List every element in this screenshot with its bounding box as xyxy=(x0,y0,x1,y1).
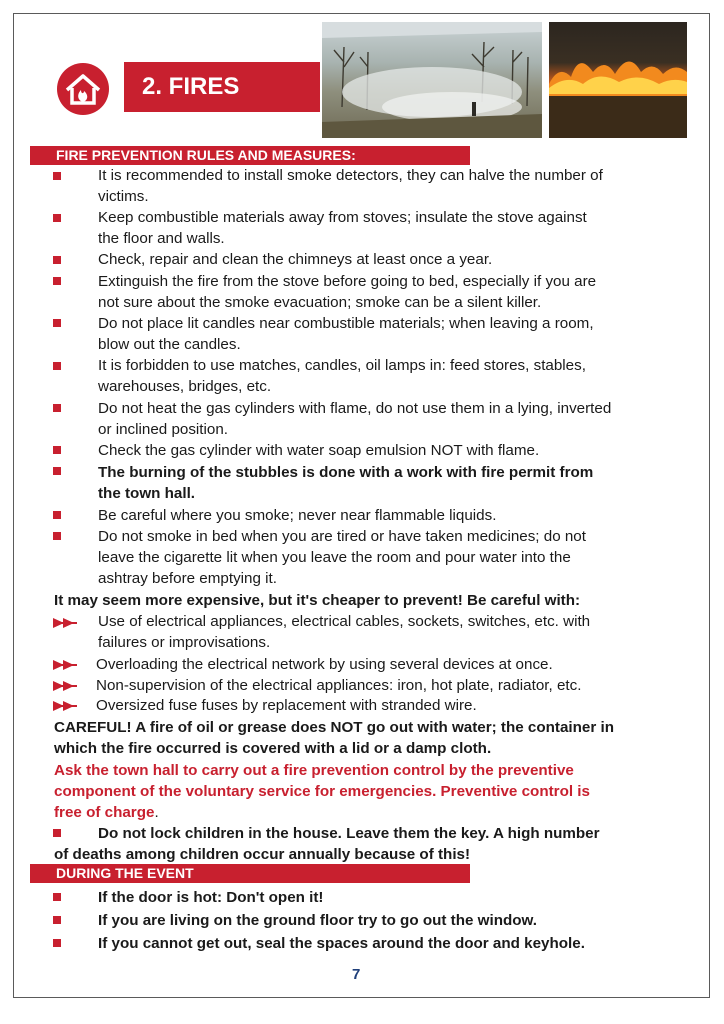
during-item: If the door is hot: Don't open it! xyxy=(98,889,324,906)
rule-line: leave the cigarette lit when you leave the room and pour water into the xyxy=(98,549,571,566)
square-bullet-icon xyxy=(53,916,61,924)
page-title: 2. FIRES xyxy=(124,62,320,112)
rule-line: Keep combustible materials away from stoves; insulate the stove against xyxy=(98,209,587,226)
children-line: Do not lock children in the house. Leave them the key. A high number xyxy=(98,825,600,842)
burning-field-photo xyxy=(549,22,687,138)
rule-line: Be careful where you smoke; never near flammable liquids. xyxy=(98,507,497,524)
careful-line: Non-supervision of the electrical appliances: iron, hot plate, radiator, etc. xyxy=(96,677,582,694)
prevention-heading: FIRE PREVENTION RULES AND MEASURES: xyxy=(30,146,470,165)
square-bullet-icon xyxy=(53,277,61,285)
during-heading: DURING THE EVENT xyxy=(30,864,470,883)
smoke-field-photo xyxy=(322,22,542,138)
careful-line: Overloading the electrical network by using several devices at once. xyxy=(96,656,553,673)
page-number: 7 xyxy=(352,966,361,983)
double-arrow-icon xyxy=(53,617,79,629)
rule-line: It is recommended to install smoke detectors, they can halve the number of xyxy=(98,167,603,184)
square-bullet-icon xyxy=(53,404,61,412)
careful-line: Oversized fuse fuses by replacement with stranded wire. xyxy=(96,697,477,714)
square-bullet-icon xyxy=(53,172,61,180)
square-bullet-icon xyxy=(53,532,61,540)
house-fire-icon xyxy=(57,63,109,115)
rule-line: Do not smoke in bed when you are tired or have taken medicines; do not xyxy=(98,528,586,545)
rule-line-bold: the town hall. xyxy=(98,485,196,502)
rule-line: Check, repair and clean the chimneys at least once a year. xyxy=(98,251,493,268)
rule-line: Extinguish the fire from the stove before going to bed, especially if you are xyxy=(98,273,597,290)
town-hall-period: . xyxy=(154,804,159,821)
careful-line: failures or improvisations. xyxy=(98,634,271,651)
oil-warning-line: CAREFUL! A fire of oil or grease does NOT go out with water; the container in xyxy=(54,719,615,736)
children-line: of deaths among children occur annually because of this! xyxy=(54,846,471,863)
rule-line: or inclined position. xyxy=(98,421,229,438)
rule-line: the floor and walls. xyxy=(98,230,225,247)
careful-intro: It may seem more expensive, but it's cheaper to prevent! Be careful with: xyxy=(54,592,581,609)
during-item: If you are living on the ground floor try to go out the window. xyxy=(98,912,537,929)
during-item: If you cannot get out, seal the spaces around the door and keyhole. xyxy=(98,935,585,952)
town-hall-line: component of the voluntary service for emergencies. Preventive control is xyxy=(54,783,590,800)
rule-line: blow out the candles. xyxy=(98,336,241,353)
rule-line: It is forbidden to use matches, candles, oil lamps in: feed stores, stables, xyxy=(98,357,586,374)
oil-warning-line: which the fire occurred is covered with a lid or a damp cloth. xyxy=(54,740,492,757)
square-bullet-icon xyxy=(53,319,61,327)
town-hall-last-line xyxy=(54,802,159,823)
town-hall-line: Ask the town hall to carry out a fire prevention control by the preventive xyxy=(54,762,574,779)
rule-line: Do not heat the gas cylinders with flame, do not use them in a lying, inverted xyxy=(98,400,612,417)
square-bullet-icon xyxy=(53,214,61,222)
square-bullet-icon xyxy=(53,939,61,947)
rule-line: Check the gas cylinder with water soap emulsion NOT with flame. xyxy=(98,442,540,459)
double-arrow-icon xyxy=(53,680,79,692)
careful-line: Use of electrical appliances, electrical cables, sockets, switches, etc. with xyxy=(98,613,591,630)
rule-line: ashtray before emptying it. xyxy=(98,570,277,587)
square-bullet-icon xyxy=(53,446,61,454)
square-bullet-icon xyxy=(53,511,61,519)
square-bullet-icon xyxy=(53,467,61,475)
rule-line: warehouses, bridges, etc. xyxy=(98,378,272,395)
town-hall-line: free of charge xyxy=(54,804,155,821)
rule-line-bold: The burning of the stubbles is done with a work with fire permit from xyxy=(98,464,594,481)
rule-line: not sure about the smoke evacuation; smoke can be a silent killer. xyxy=(98,294,542,311)
double-arrow-icon xyxy=(53,659,79,671)
double-arrow-icon xyxy=(53,700,79,712)
rule-line: Do not place lit candles near combustible materials; when leaving a room, xyxy=(98,315,594,332)
square-bullet-icon xyxy=(53,829,61,837)
square-bullet-icon xyxy=(53,256,61,264)
square-bullet-icon xyxy=(53,362,61,370)
square-bullet-icon xyxy=(53,893,61,901)
rule-line: victims. xyxy=(98,188,149,205)
